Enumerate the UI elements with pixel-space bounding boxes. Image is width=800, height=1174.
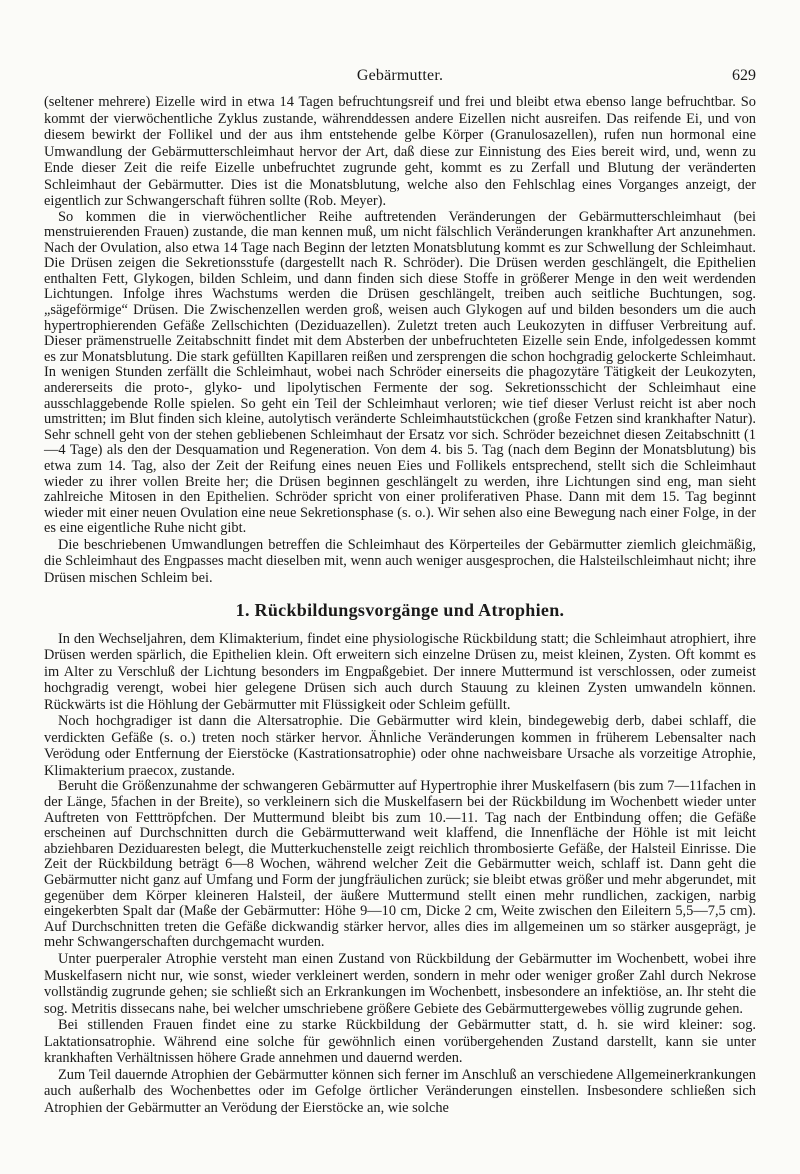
paragraph-wechseljahre: In den Wechseljahren, dem Klimakterium, findet eine physiologische Rückbildung statt; die Schleimhaut atrophiert, ihre Drüsen werden spärlich, die Epithelien klein. Oft erweitern sich einzelne Drüsen zu, meist kleinen, Zysten. Oft kommt es im Alter zu Verschluß der Lichtung besonders im Engpaßgebiet. Der innere Muttermund ist verschlossen, oder zumeist hochgradig verengt, wobei hier gelegene Drüsen sich auch durch Stauung zu kleinen Zysten umwandeln können. Rückwärts ist die Höhlung der Gebärmutter mit Flüssigkeit oder Schleim gefüllt. [44, 630, 756, 713]
paragraph-puerperale-atrophie: Unter puerperaler Atrophie versteht man einen Zustand von Rückbildung der Gebärmutter im Wochenbett, wobei ihre Muskelfasern nicht nur, wie sonst, wieder verkleinert werden, sondern in mehr oder weniger großer Zahl durch Nekrose vollständig zugrunde gehen; sie schließt sich an Erkrankungen im Wochenbett, insbesondere an infektiöse, an. Ihr steht die sog. Metritis dissecans nahe, bei welcher umschriebene größere Gebiete des Gebärmuttergewebes völlig zugrunde gehen. [44, 951, 756, 1017]
page-header [44, 68, 756, 90]
paragraph-dauernde-atrophien: Zum Teil dauernde Atrophien der Gebärmutter können sich ferner im Anschluß an verschiedene Allgemeinerkrankungen auch außerhalb des Wochenbettes oder im Gefolge örtlicher Veränderungen einstellen. Insbesondere schließen sich Atrophien der Gebärmutter an Verödung der Eierstöcke an, wie solche [44, 1066, 756, 1116]
paragraph-laktationsatrophie: Bei stillenden Frauen findet eine zu starke Rückbildung der Gebärmutter statt, d. h. sie wird kleiner: sog. Laktationsatrophie. Während eine solche für gewöhnlich einen vorübergehenden Zustand darstellt, kann sie unter krankhaften Verhältnissen höhere Grade annehmen und dauernd werden. [44, 1017, 756, 1066]
paragraph-wochenbett-rueckbildung: Beruht die Größenzunahme der schwangeren Gebärmutter auf Hypertrophie ihrer Muskelfasern (bis zum 7—11fachen in der Länge, 5fachen in der Breite), so verkleinern sich die Muskelfasern bei der Rückbildung im Wochenbett wieder unter Auftreten von Fetttröpfchen. Der Muttermund bleibt bis zum 10.—11. Tag nach der Entbindung offen; die Gefäße erscheinen auf Durchschnitten durch die Gebärmutterwand weit klaffend, die Innenfläche der Höhle ist mit leicht abziehbaren Deziduaresten belegt, die Mutterkuchenstelle zeigt reichlich thrombosierte Gefäße, der Halsteil Einrisse. Die Zeit der Rückbildung beträgt 6—8 Wochen, während welcher Zeit die Gebärmutter weich, schlaff ist. Dann geht die Gebärmutter nicht ganz auf Umfang und Form der jungfräulichen zurück; sie bleibt etwas größer und mehr abgerundet, mit gegenüber dem Körper kleineren Halsteil, der äußere Muttermund stellt einen mehr rundlichen, zackigen, narbig eingekerbten Spalt dar (Maße der Gebärmutter: Höhe 9—10 cm, Dicke 2 cm, Weite zwischen den Eileitern 5,5—7,5 cm). Auf Durchschnitten treten die Gefäße dickwandig stärker hervor, alles dies im allgemeinen um so stärker ausgeprägt, je mehr Schwangerschaften durchgemacht wurden. [44, 778, 756, 951]
section-heading: 1. Rückbildungsvorgänge und Atrophien. [235, 600, 565, 621]
paragraph-eizelle-zyklus: (seltener mehrere) Eizelle wird in etwa 14 Tagen befruchtungsreif und frei und bleibt etwa ebenso lange befruchtbar. So kommt der vierwöchentliche Zyklus zustande, währenddessen andere Eizellen nicht ausreifen. Das reifende Ei, und von diesem bewirkt der Follikel und der aus ihm entstehende gelbe Körper (Granulosazellen), rufen nun hormonal eine Umwandlung der Gebärmutterschleimhaut hervor der Art, daß diese zur Einnistung des Eies bereit wird, und, wenn zu Ende dieser Zeit die reife Eizelle unbefruchtet zugrunde geht, kommt es zu Zerfall und Blutung der veränderten Schleimhaut der Gebärmutter. Dies ist die Monatsblutung, welche also den Fehlschlag eines Vorganges anzeigt, der eigentlich zur Schwangerschaft führen sollte (Rob. Meyer). [44, 94, 756, 209]
page-number: 629 [732, 67, 756, 84]
running-title: Gebärmutter. [356, 67, 444, 84]
body-text [44, 94, 756, 1116]
paragraph-altersatrophie: Noch hochgradiger ist dann die Altersatrophie. Die Gebärmutter wird klein, bindegewebig derb, dabei schlaff, die verdickten Gefäße (s. o.) treten noch stärker hervor. Ähnliche Veränderungen kommen in früherem Lebensalter nach Verödung oder Entfernung der Eierstöcke (Kastrationsatrophie) oder ohne nachweisbare Ursache als vorzeitige Atrophie, Klimakterium praecox, zustande. [44, 713, 756, 779]
paragraph-schleimhaut-engpass: Die beschriebenen Umwandlungen betreffen die Schleimhaut des Körperteiles der Gebärmutter ziemlich gleichmäßig, die Schleimhaut des Engpasses macht dieselben mit, wenn auch weniger ausgesprochen, die Halsteilschleimhaut nicht; ihre Drüsen mischen Schleim bei. [44, 536, 756, 586]
paragraph-vierwoechentliche-veraenderungen: So kommen die in vierwöchentlicher Reihe auftretenden Veränderungen der Gebärmutterschleimhaut (bei menstruierenden Frauen) zustande, die man kennen muß, um nicht fälschlich Veränderungen krankhafter Art anzunehmen. Nach der Ovulation, also etwa 14 Tage nach Beginn der letzten Monatsblutung kommt es zur Schwellung der Schleimhaut. Die Drüsen zeigen die Sekretionsstufe (dargestellt nach R. Schröder). Die Drüsen werden geschlängelt, die Epithelien enthalten Fett, Glykogen, bilden Schleim, und dann finden sich diese Stoffe in größerer Menge in den weit werdenden Lichtungen. Infolge ihres Wachstums werden die Drüsen geschlängelt, treiben auch seitliche Buchtungen, sog. „sägeförmige“ Drüsen. Die Zwischenzellen werden groß, weisen auch Glykogen auf und bilden besonders um die auch hypertrophierenden Gefäße Zellschichten (Deziduazellen). Zuletzt treten auch Leukozyten in diffuser Verbreitung auf. Dieser prämenstruelle Zeitabschnitt findet mit dem Absterben der unbefruchteten Eizelle sein Ende, infolgedessen kommt es zur Monatsblutung. Die stark gefüllten Kapillaren reißen und zersprengen die schon hochgradig gelockerte Schleimhaut. In wenigen Stunden zerfällt die Schleimhaut, wobei nach Schröder einerseits die phagozytäre Tätigkeit der Leukozyten, andererseits die proto-, glyko- und lipolytischen Fermente der sog. Sekretionsschicht der Schleimhaut eine ausschlaggebende Rolle spielen. So geht ein Teil der Schleimhaut verloren; wie tief dieser Verlust reicht ist aber noch umstritten; im Blut finden sich kleine, autolytisch veränderte Schleimhautstückchen (große Fetzen sind krankhafter Natur). Sehr schnell geht von der stehen gebliebenen Schleimhaut der Ersatz vor sich. Schröder bezeichnet diesen Zeitabschnitt (1—4 Tage) als den der Desquamation und Regeneration. Von dem 4. bis 5. Tag (nach dem Beginn der Monatsblutung) bis etwa zum 14. Tag, also der Zeit der Reifung eines neuen Eies und Follikels entsprechend, stellt sich die Schleimhaut wieder zu ihrer vollen Breite her; die Drüsen beginnen geschlängelt zu werden, ihre Lichtungen sind eng, man sieht zahlreiche Mitosen in den Epithelien. Schröder spricht von einer proliferativen Phase. Dann mit dem 15. Tag beginnt wieder mit einer neuen Ovulation eine neue Sekretionsphase (s. o.). Wir sehen also eine Bewegung nach einer Folge, in der es eine eigentliche Ruhe nicht gibt. [44, 208, 756, 537]
